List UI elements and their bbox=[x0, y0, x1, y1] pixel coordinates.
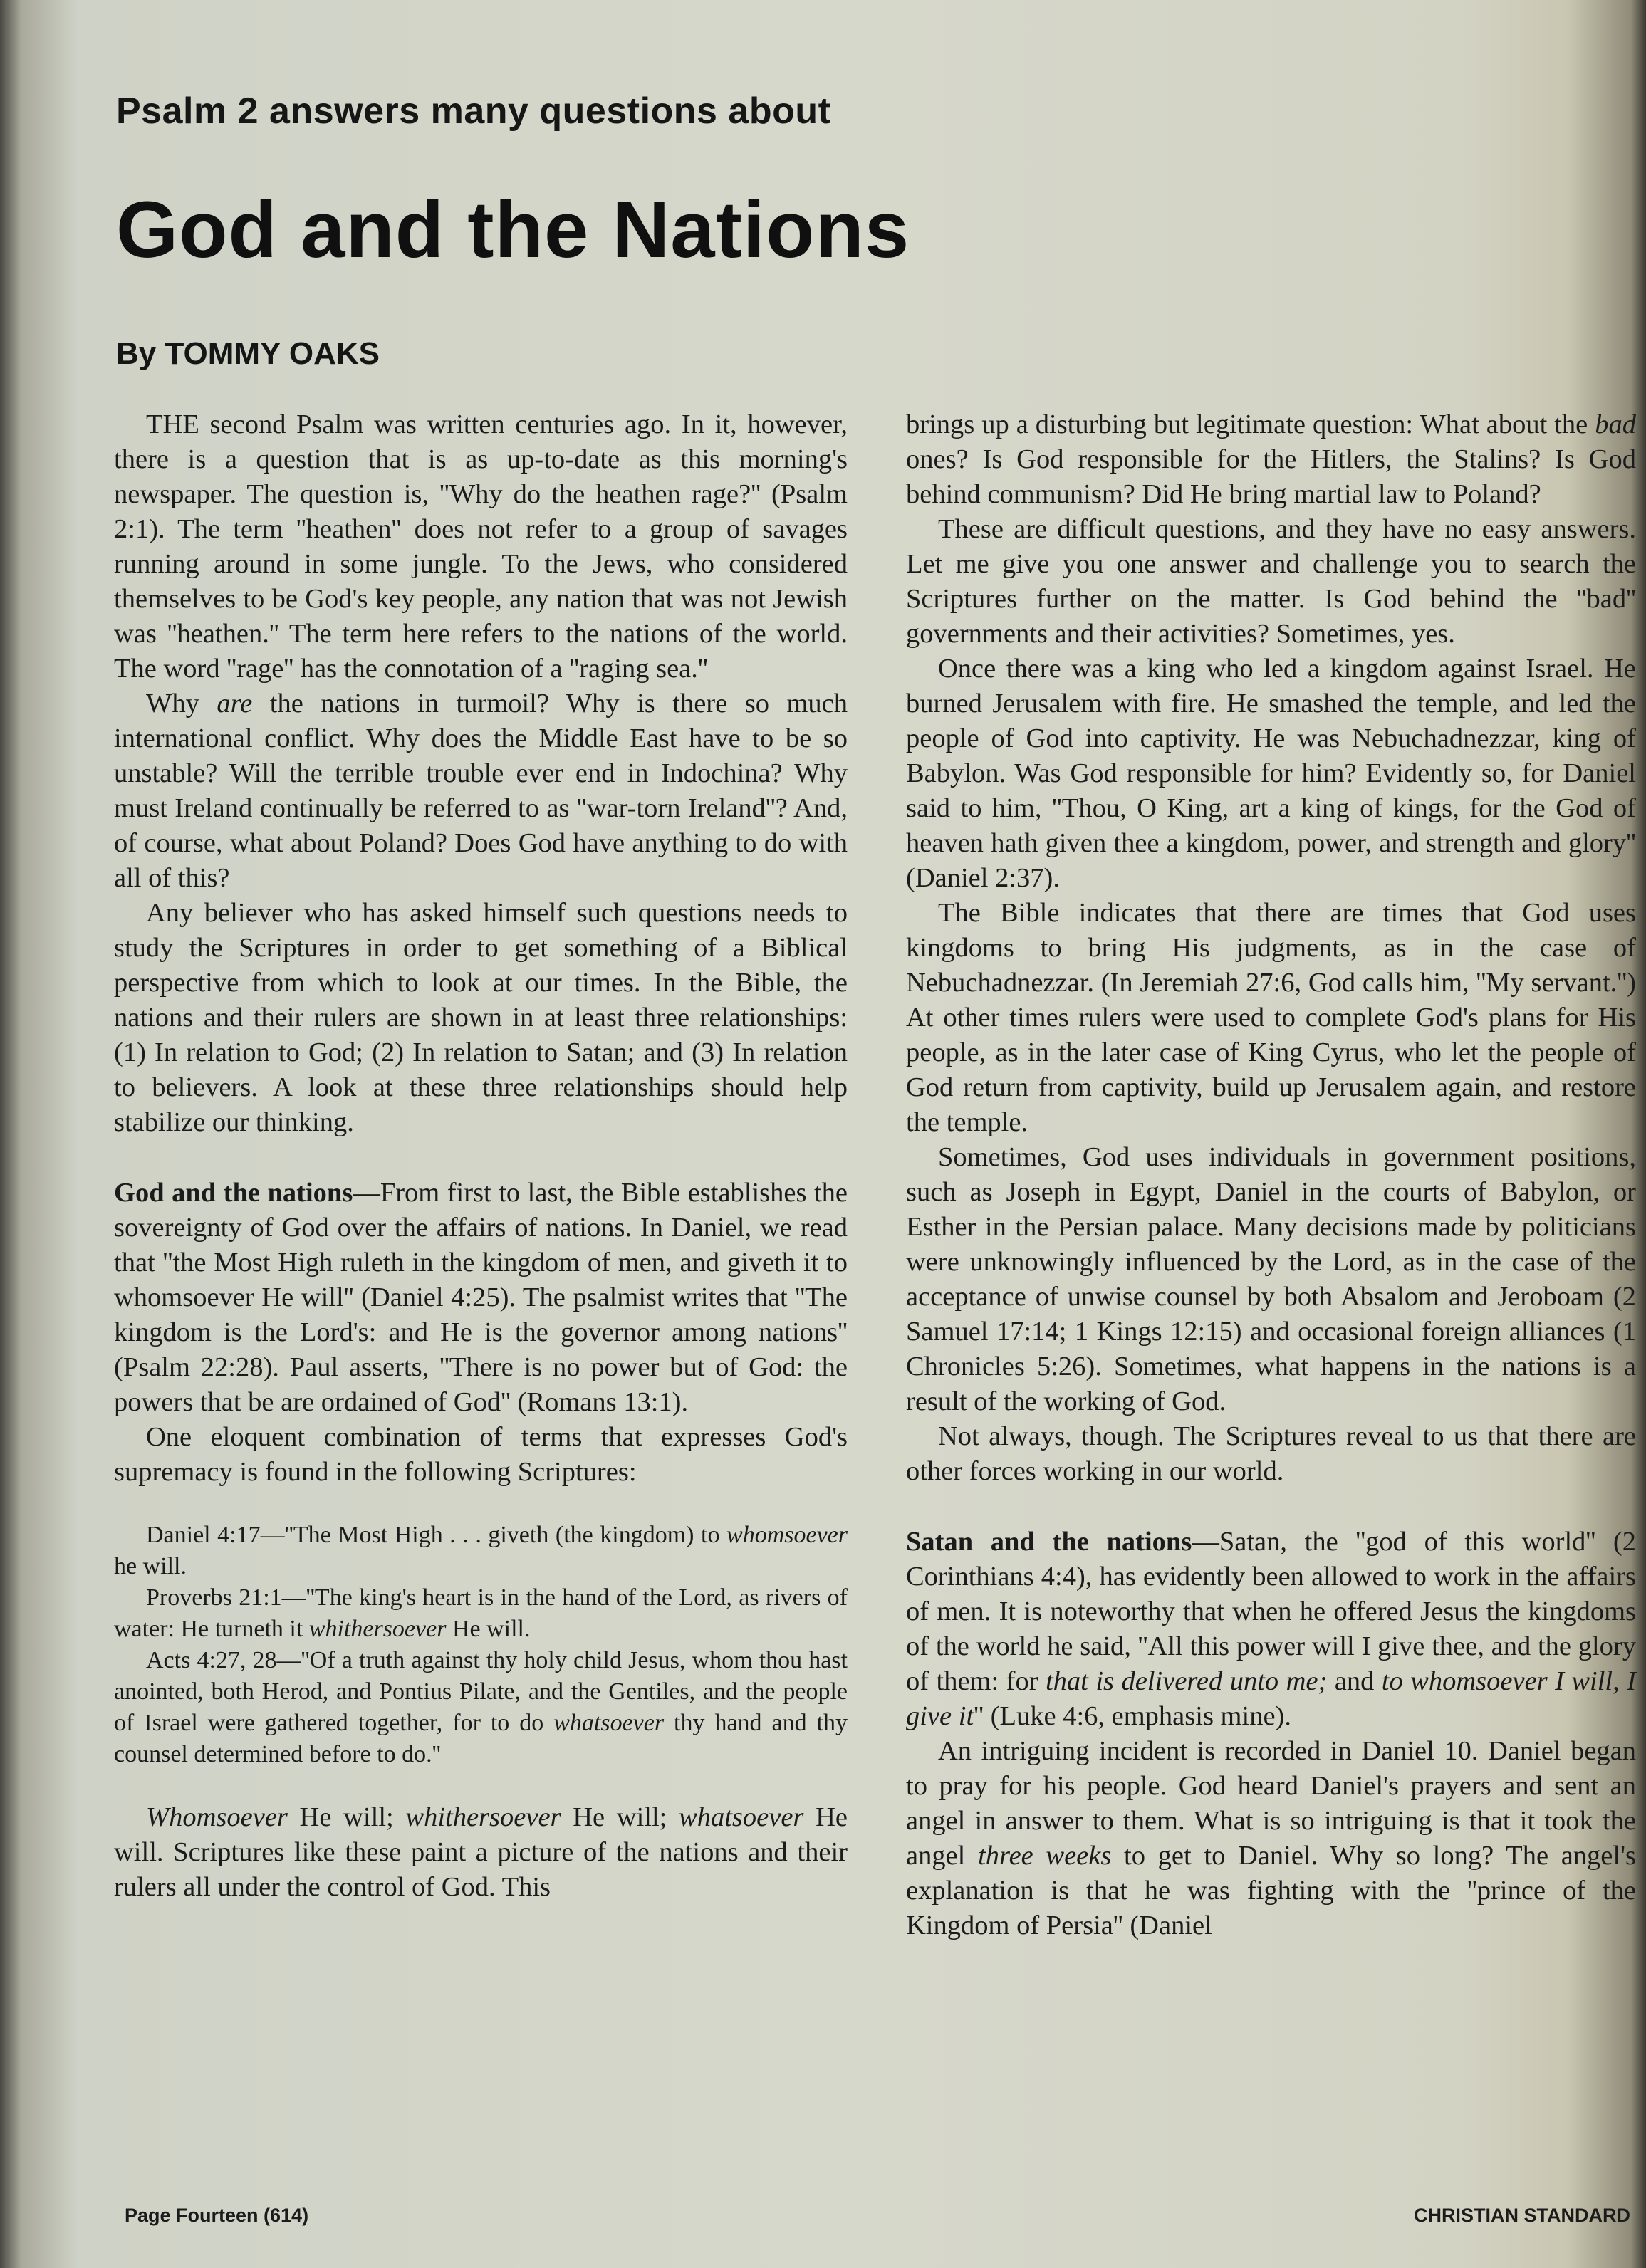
paragraph: These are difficult questions, and they have no easy answers. Let me give you one answer and challenge you to search the Scriptures further on the matter. Is God behind the ''bad'' governments and their activities? Sometimes, yes. bbox=[906, 514, 1636, 649]
article-title: God and the Nations bbox=[116, 185, 910, 274]
quote-acts: Acts 4:27, 28—''Of a truth against thy holy child Jesus, whom thou hast anointed, both Herod, and Pontius Pilate, and the Gentiles, and the people of Israel were gathered together, for to do whatsoever thy hand and thy counsel determined before to do.'' bbox=[114, 1647, 848, 1767]
quote-daniel: Daniel 4:17—''The Most High . . . giveth (the kingdom) to whomsoever he will. bbox=[114, 1522, 848, 1579]
paragraph: brings up a disturbing but legitimate question: What about the bad ones? Is God responsible for the Hitlers, the Stalins? Is God behind communism? Did He bring martial law to Poland? bbox=[906, 409, 1636, 509]
paragraph: THE second Psalm was written centuries ago. In it, however, there is a question that is as up-to-date as this morning's newspaper. The question is, ''Why do the heathen rage?'' (Psalm 2:1). The term ''heathen'' does not refer to a group of savages running around in some jungle. To the Jews, who considered themselves to be God's key people, any nation that was not Jewish was ''heathen.'' The term here refers to the nations of the world. The word ''rage'' has the connotation of a ''raging sea.'' bbox=[114, 409, 848, 684]
section-god-and-nations: God and the nations—From first to last, the Bible establishes the sovereignty of God over the affairs of nations. In Daniel, we read that ''the Most High ruleth in the kingdom of men, and giveth it to whomsoever He will'' (Daniel 4:25). The psalmist writes that ''The kingdom is the Lord's: and He is the governor among nations'' (Psalm 22:28). Paul asserts, ''There is no power but of God: the powers that be are ordained of God'' (Romans 13:1). bbox=[114, 1178, 848, 1417]
byline: By TOMMY OAKS bbox=[116, 336, 380, 371]
section-heading: God and the nations bbox=[114, 1178, 353, 1208]
article-kicker: Psalm 2 answers many questions about bbox=[116, 90, 831, 132]
paragraph: Why are the nations in turmoil? Why is there so much international conflict. Why does the Middle East have to be so unstable? Will the terrible trouble ever end in Indochina? Why must Ireland continually be referred to as ''war-torn Ireland''? And, of course, what about Poland? Does God have anything to do with all of this? bbox=[114, 689, 848, 893]
publication-name: CHRISTIAN STANDARD bbox=[1414, 2205, 1630, 2226]
paragraph: Not always, though. The Scriptures reveal to us that there are other forces working in our world. bbox=[906, 1421, 1636, 1486]
page-number: Page Fourteen (614) bbox=[125, 2205, 309, 2226]
paragraph: Once there was a king who led a kingdom against Israel. He burned Jerusalem with fire. He smashed the temple, and led the people of God into captivity. He was Nebuchadnezzar, king of Babylon. Was God responsible for him? Evidently so, for Daniel said to him, ''Thou, O King, art a king of kings, for the God of heaven hath given thee a kingdom, power, and strength and glory'' (Daniel 2:37). bbox=[906, 654, 1636, 893]
paragraph: One eloquent combination of terms that expresses God's supremacy is found in the following Scriptures: bbox=[114, 1422, 848, 1487]
section-heading: Satan and the nations bbox=[906, 1527, 1192, 1557]
paragraph: Any believer who has asked himself such questions needs to study the Scriptures in order to get something of a Biblical perspective from which to look at our times. In the Bible, the nations and their rulers are shown in at least three relationships: (1) In relation to God; (2) In relation to Satan; and (3) In relation to believers. A look at these three relationships should help stabilize our thinking. bbox=[114, 898, 848, 1137]
scripture-quotes bbox=[114, 1520, 848, 1770]
paragraph: Whomsoever He will; whithersoever He will; whatsoever He will. Scriptures like these paint a picture of the nations and their rulers all under the control of God. This bbox=[114, 1802, 848, 1902]
quote-proverbs: Proverbs 21:1—''The king's heart is in the hand of the Lord, as rivers of water: He turneth it whithersoever He will. bbox=[114, 1584, 848, 1642]
right-column bbox=[906, 407, 1636, 1943]
paragraph: The Bible indicates that there are times that God uses kingdoms to bring His judgments, as in the case of Nebuchadnezzar. (In Jeremiah 27:6, God calls him, ''My servant.'') At other times rulers were used to complete God's plans for His people, as in the later case of King Cyrus, who let the people of God return from captivity, build up Jerusalem again, and restore the temple. bbox=[906, 898, 1636, 1137]
section-satan-and-nations: Satan and the nations—Satan, the ''god of this world'' (2 Corinthians 4:4), has evidently been allowed to work in the affairs of men. It is noteworthy that when he offered Jesus the kingdoms of the world he said, ''All this power will I give thee, and the glory of them: for that is delivered unto me; and to whomsoever I will, I give it'' (Luke 4:6, emphasis mine). bbox=[906, 1527, 1637, 1731]
paragraph: Sometimes, God uses individuals in government positions, such as Joseph in Egypt, Daniel in the courts of Babylon, or Esther in the Persian palace. Many decisions made by politicians were unknowingly influenced by the Lord, as in the case of the acceptance of unwise counsel by both Absalom and Jeroboam (2 Samuel 17:14; 1 Kings 12:15) and occasional foreign alliances (1 Chronicles 5:26). Sometimes, what happens in the nations is a result of the working of God. bbox=[906, 1142, 1636, 1416]
left-column bbox=[114, 407, 848, 1905]
paragraph: An intriguing incident is recorded in Daniel 10. Daniel began to pray for his people. God heard Daniel's prayers and sent an angel in answer to them. What is so intriguing is that it took the angel three weeks to get to Daniel. Why so long? The angel's explanation is that he was fighting with the ''prince of the Kingdom of Persia'' (Daniel bbox=[906, 1736, 1637, 1940]
